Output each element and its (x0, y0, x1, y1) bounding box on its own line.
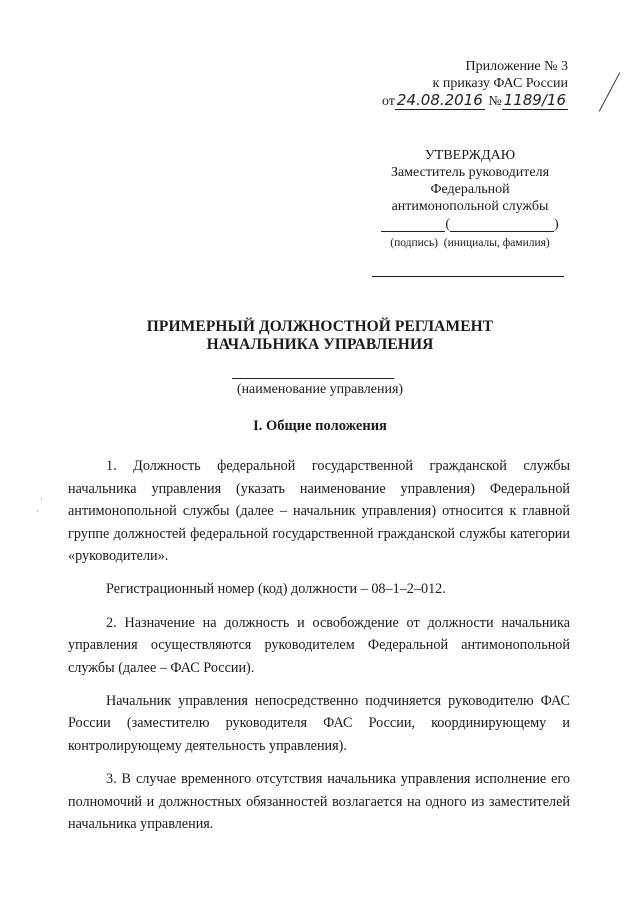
approval-role-line1: Заместитель руководителя (390, 165, 550, 180)
paren-open: ( (445, 217, 450, 232)
handwritten-date: 24.08.2016 (396, 91, 483, 109)
scan-speck: · (40, 494, 43, 504)
number-label: № (488, 94, 502, 109)
signature-blank (381, 216, 445, 232)
approval-role-line2: Федеральной (430, 182, 510, 197)
approval-date-line (372, 276, 564, 277)
appendix-date-number-row (382, 92, 568, 110)
document-title (0, 318, 640, 354)
paragraph: 2. Назначение на должность и освобождение от должности начальника управления осуществляются руководителем Федеральной антимонопольной службы (далее – ФАС России). (68, 614, 570, 676)
paragraph: 1. Должность федеральной государственной гражданской службы начальника управления (указать наименование управления) Федеральной антимонопольной службы (далее – начальник управления) относится к главной группе должностей федеральной государственной гражданской службы категории «руководители». (68, 458, 570, 565)
section-heading: I. Общие положения (253, 418, 387, 434)
name-blank (450, 216, 554, 232)
approval-heading: УТВЕРЖДАЮ (424, 148, 516, 163)
signature-captions (370, 235, 570, 252)
paragraph: Начальник управления непосредственно подчиняется руководителю ФАС России (заместителю руководителя ФАС России, координирующему и контролирующему деятельность управления). (68, 692, 570, 755)
department-caption: (наименование управления) (236, 382, 404, 397)
department-name-line (232, 378, 394, 379)
appendix-block (382, 58, 568, 110)
scan-speck: · (36, 506, 39, 516)
paragraph: 3. В случае временного отсутствия начальника управления исполнение его полномочий и должностных обязанностей возлагается на одного из заместителей начальника управления. (68, 771, 570, 833)
paragraph: Регистрационный номер (код) должности – 08–1–2–012. (106, 581, 446, 598)
body-text (68, 455, 570, 846)
handwritten-order-number: 1189/16 (503, 91, 566, 109)
paren-close: ) (554, 217, 559, 232)
appendix-number: Приложение № 3 (465, 59, 568, 74)
title-line2: НАЧАЛЬНИКА УПРАВЛЕНИЯ (206, 336, 434, 353)
approval-role-line3: антимонопольной службы (391, 199, 549, 214)
handwritten-slash-mark (599, 72, 621, 111)
caption-signature: (подпись) (390, 237, 438, 249)
caption-name: (инициалы, фамилия) (443, 237, 550, 249)
signature-row (370, 216, 570, 233)
approval-block (370, 147, 570, 252)
appendix-order-ref: к приказу ФАС России (432, 76, 568, 91)
title-line1: ПРИМЕРНЫЙ ДОЛЖНОСТНОЙ РЕГЛАМЕНТ (146, 318, 494, 335)
from-label: от (381, 94, 395, 109)
